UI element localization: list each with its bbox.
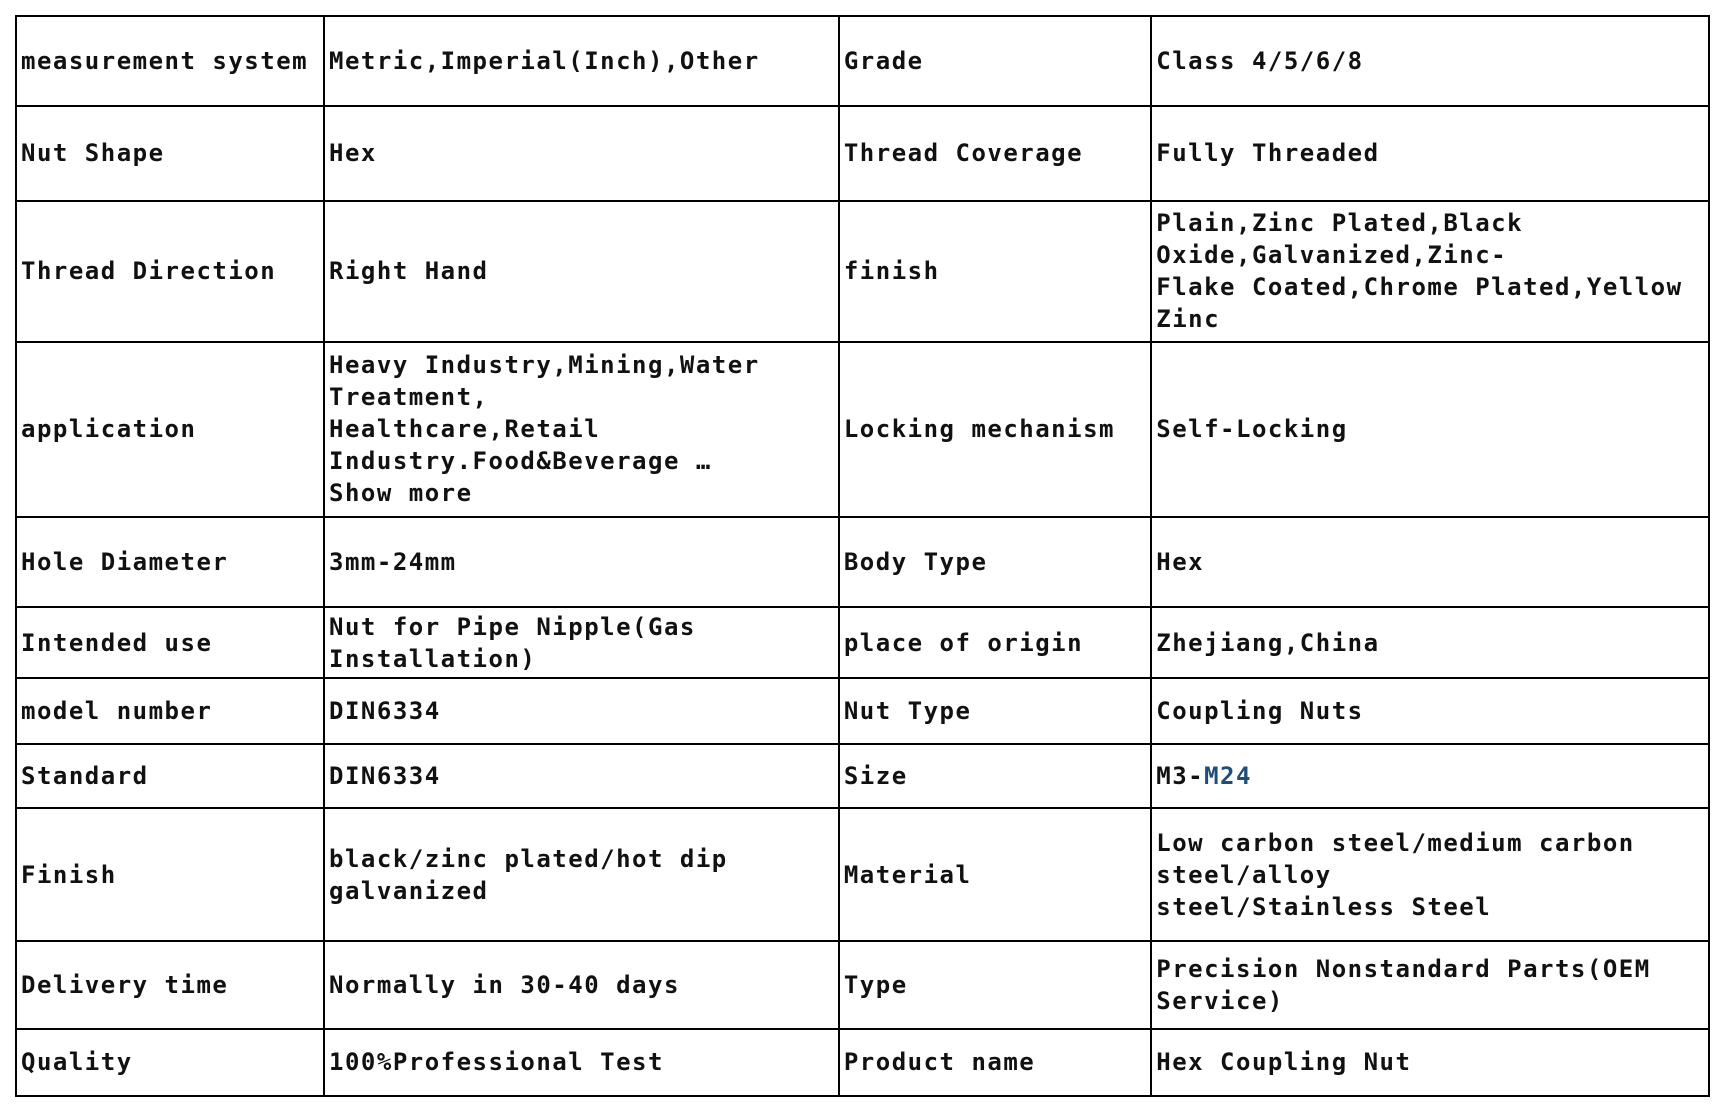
- row-label: place of origin: [839, 607, 1151, 678]
- table-row: [16, 941, 1709, 1029]
- table-row: [16, 106, 1709, 201]
- row-label: Locking mechanism: [839, 342, 1151, 517]
- row-label: Thread Coverage: [839, 106, 1151, 201]
- application-text: Heavy Industry,Mining,Water Treatment, Healthcare,Retail Industry.Food&Beverage …: [329, 351, 760, 476]
- row-label: Material: [839, 808, 1151, 941]
- row-label: Intended use: [16, 607, 324, 678]
- row-value: black/zinc plated/hot dip galvanized: [324, 808, 839, 941]
- table-row: [16, 201, 1709, 342]
- table-row: [16, 1029, 1709, 1096]
- row-value: Metric,Imperial(Inch),Other: [324, 16, 839, 106]
- row-label: Product name: [839, 1029, 1151, 1096]
- row-value: Plain,Zinc Plated,Black Oxide,Galvanized,Zinc- Flake Coated,Chrome Plated,Yellow Zinc: [1151, 201, 1709, 342]
- row-value: [1151, 744, 1709, 808]
- table-row: [16, 517, 1709, 607]
- row-label: Quality: [16, 1029, 324, 1096]
- row-value: Right Hand: [324, 201, 839, 342]
- row-value: Hex: [1151, 517, 1709, 607]
- table-row: [16, 16, 1709, 106]
- row-value: Low carbon steel/medium carbon steel/alloy steel/Stainless Steel: [1151, 808, 1709, 941]
- row-value: 3mm-24mm: [324, 517, 839, 607]
- row-label: Nut Shape: [16, 106, 324, 201]
- size-highlight-text: M24: [1204, 762, 1252, 791]
- row-label: Size: [839, 744, 1151, 808]
- row-value: DIN6334: [324, 678, 839, 744]
- row-label: Nut Type: [839, 678, 1151, 744]
- table-row: [16, 808, 1709, 941]
- row-value: Coupling Nuts: [1151, 678, 1709, 744]
- row-label: finish: [839, 201, 1151, 342]
- row-value: 100%Professional Test: [324, 1029, 839, 1096]
- size-text: M3-: [1156, 762, 1205, 791]
- show-more-link[interactable]: Show more: [329, 479, 473, 508]
- row-label: Standard: [16, 744, 324, 808]
- row-label: application: [16, 342, 324, 517]
- row-label: Finish: [16, 808, 324, 941]
- row-value: Hex Coupling Nut: [1151, 1029, 1709, 1096]
- row-value: [324, 342, 839, 517]
- table-row: [16, 342, 1709, 517]
- row-label: Type: [839, 941, 1151, 1029]
- table-row: [16, 607, 1709, 678]
- table-row: [16, 678, 1709, 744]
- row-value: Self-Locking: [1151, 342, 1709, 517]
- row-value: DIN6334: [324, 744, 839, 808]
- row-value: Class 4/5/6/8: [1151, 16, 1709, 106]
- row-value: Fully Threaded: [1151, 106, 1709, 201]
- row-value: Precision Nonstandard Parts(OEM Service): [1151, 941, 1709, 1029]
- row-label: measurement system: [16, 16, 324, 106]
- spec-table: [15, 15, 1710, 1097]
- row-value: Nut for Pipe Nipple(Gas Installation): [324, 607, 839, 678]
- row-label: Thread Direction: [16, 201, 324, 342]
- table-row: [16, 744, 1709, 808]
- row-value: Zhejiang,China: [1151, 607, 1709, 678]
- row-label: model number: [16, 678, 324, 744]
- row-label: Grade: [839, 16, 1151, 106]
- row-label: Body Type: [839, 517, 1151, 607]
- row-value: Normally in 30-40 days: [324, 941, 839, 1029]
- row-value: Hex: [324, 106, 839, 201]
- row-label: Delivery time: [16, 941, 324, 1029]
- row-label: Hole Diameter: [16, 517, 324, 607]
